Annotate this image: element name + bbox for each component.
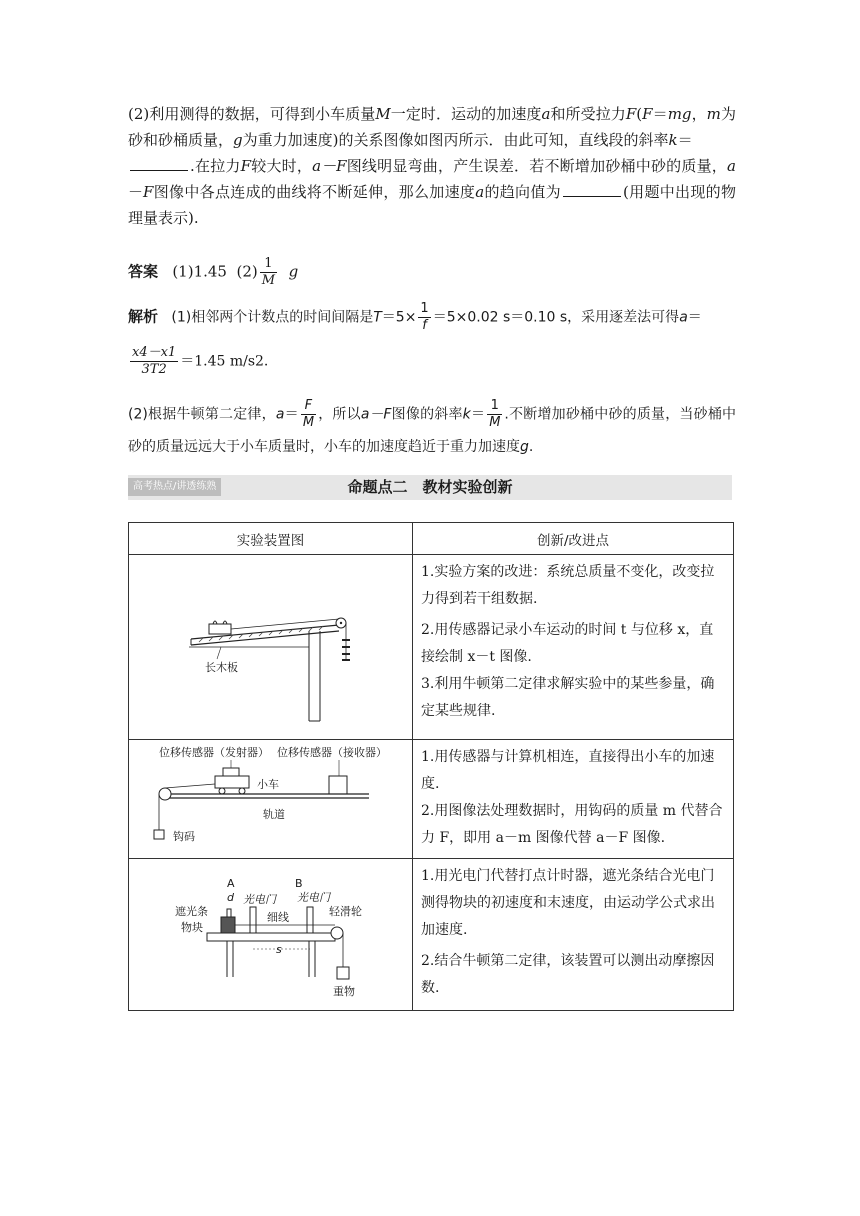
answer-part-2: (2) — [236, 262, 258, 281]
figure-label: B — [295, 877, 303, 890]
experiment-table — [128, 522, 734, 1011]
q2-text: 的趋向值为 — [484, 183, 561, 201]
var-a: a — [541, 105, 551, 123]
fraction-1-over-f — [418, 301, 430, 334]
q2-text: ＝ — [677, 131, 693, 149]
analysis-text: (2)根据牛顿第二定律， — [128, 406, 276, 423]
fraction-numerator: 1 — [487, 398, 502, 415]
figure-label: 轻滑轮 — [329, 905, 362, 918]
var-aF: a－F — [360, 406, 392, 423]
figure-label: 细线 — [267, 911, 289, 924]
q2-text: .在拉力 — [190, 157, 241, 175]
var-k: k — [462, 406, 471, 423]
var-m: m — [706, 105, 721, 123]
figure-label: 位移传感器（接收器） — [277, 746, 387, 759]
analysis-text: 图像的斜率 — [391, 406, 463, 423]
analysis-text: ＝5×0.02 s＝0.10 s，采用逐差法可得 — [432, 309, 680, 326]
q2-text: (2)利用测得的数据，可得到小车质量 — [128, 105, 376, 123]
header-figure: 实验装置图 — [129, 523, 413, 555]
figure-label: 小车 — [257, 778, 279, 791]
fraction-denominator: M — [489, 415, 501, 430]
analysis-text: ＝ — [470, 406, 486, 423]
fraction-denominator: f — [422, 318, 427, 333]
var-M: M — [375, 105, 391, 123]
var-aF: a－F — [312, 157, 347, 175]
innovation-point: 1.用传感器与计算机相连，直接得出小车的加速度. — [421, 749, 715, 792]
analysis-text: . — [528, 439, 534, 455]
section-banner — [128, 475, 732, 500]
figure-label: 物块 — [181, 921, 203, 934]
analysis-label: 解析 — [128, 307, 159, 326]
figure-cell-2 — [129, 740, 413, 859]
fraction-denominator: M — [302, 415, 315, 430]
banner-title: 命题点二 教材实验创新 — [347, 478, 513, 496]
innovation-point: 2.结合牛顿第二定律，该装置可以测出动摩擦因数. — [421, 953, 715, 996]
figure-label: 位移传感器（发射器） — [159, 746, 269, 759]
q2-text: － — [128, 183, 144, 201]
q2-text: 和所受拉力 — [550, 105, 626, 123]
fraction-numerator: F — [301, 398, 316, 415]
analysis-text: ＝ — [284, 406, 299, 423]
long-board-apparatus-figure — [129, 555, 413, 739]
figure-label: 钩码 — [173, 830, 195, 843]
innovation-cell-1 — [413, 555, 734, 740]
q2-text: 图线明显弯曲，产生误差．若不断增加砂桶中砂的质量， — [346, 157, 728, 175]
fraction-1-over-M — [487, 398, 502, 431]
var-F: F — [625, 105, 637, 123]
figure-cell-3 — [129, 859, 413, 1011]
figure-label: s — [276, 943, 282, 956]
fraction-difference — [130, 345, 178, 378]
analysis-paragraph-2 — [128, 398, 736, 463]
figure-cell-1 — [129, 555, 413, 740]
q2-text: 为重力加速度)的关系图像如图丙所示．由此可知，直线段的斜率 — [242, 131, 669, 149]
var-mg: mg — [667, 105, 692, 123]
var-g: g — [233, 131, 243, 149]
answer-fraction — [260, 256, 277, 289]
table-header-row — [129, 523, 734, 555]
sensor-track-apparatus-figure — [129, 740, 413, 858]
figure-label: 光电门 — [297, 891, 330, 904]
figure-label: 遮光条 — [175, 905, 208, 918]
fraction-numerator: 1 — [420, 301, 429, 316]
answer-g: g — [288, 262, 299, 281]
innovation-point: 3.利用牛顿第二定律求解实验中的某些参量，确定某些规律. — [421, 676, 715, 719]
analysis-text: ＝5× — [381, 309, 417, 326]
analysis-text: .不断增加砂桶中砂的质量，当砂桶中砂的质量远远大于小车质量时，小车的加速度趋近于重力加速度 — [128, 406, 737, 455]
figure-label: A — [227, 877, 235, 890]
q2-text: ( — [636, 105, 643, 123]
q2-text: 较大时， — [251, 157, 313, 175]
answer-line — [128, 256, 736, 289]
fraction-numerator: 1 — [260, 256, 277, 273]
var-T: T — [373, 309, 382, 326]
innovation-point: 1.实验方案的改进：系统总质量不变化，改变拉力得到若干组数据. — [421, 564, 715, 607]
var-a: a — [727, 157, 736, 175]
var-F: F — [642, 105, 653, 123]
header-innovation: 创新/改进点 — [413, 523, 734, 555]
fraction-denominator: 3T2 — [141, 362, 167, 377]
question-2-paragraph — [128, 101, 736, 231]
var-a: a — [679, 309, 688, 326]
var-a: a — [275, 406, 285, 423]
innovation-point: 2.用传感器记录小车运动的时间 t 与位移 x，直接绘制 x－t 图像. — [421, 622, 714, 665]
innovation-point: 1.用光电门代替打点计时器，遮光条结合光电门测得物块的初速度和末速度，由运动学公式求出加速度. — [421, 868, 715, 938]
q2-text: (用题中出现的物理量表示). — [128, 183, 736, 227]
answer-label: 答案 — [128, 262, 159, 281]
var-F: F — [143, 183, 154, 201]
table-row — [129, 740, 734, 859]
var-k: k — [668, 131, 678, 149]
q2-text: ＝ — [652, 105, 668, 123]
answer-part-1: (1)1.45 — [172, 262, 227, 281]
figure-label: 重物 — [333, 985, 355, 998]
analysis-text: ＝1.45 m/s2. — [180, 353, 269, 370]
photogate-apparatus-figure — [129, 859, 413, 1010]
table-row — [129, 555, 734, 740]
figure-label: d — [227, 891, 234, 904]
analysis-text: ，所以 — [318, 406, 361, 423]
analysis-text: (1)相邻两个计数点的时间间隔是 — [171, 309, 374, 326]
fraction-denominator: M — [261, 273, 276, 288]
fraction-F-over-M — [301, 398, 316, 431]
fraction-numerator: x4－x1 — [132, 345, 177, 360]
analysis-paragraph-1 — [128, 301, 736, 334]
var-g: g — [520, 439, 529, 455]
q2-text: ， — [691, 105, 707, 123]
var-a: a — [475, 183, 485, 201]
q2-text: 为砂和砂桶质量， — [128, 105, 736, 149]
q2-text: 图像中各点连成的曲线将不断延伸，那么加速度 — [153, 183, 476, 201]
innovation-point: 2.用图像法处理数据时，用钩码的质量 m 代替合力 F，即用 a－m 图像代替 a－F 图像. — [421, 803, 723, 846]
banner-tag: 高考热点/讲透练熟 — [128, 478, 221, 496]
innovation-cell-3 — [413, 859, 734, 1011]
figure-label: 光电门 — [243, 893, 276, 906]
table-row — [129, 859, 734, 1011]
figure-label: 长木板 — [205, 661, 238, 674]
answer-blank-1[interactable] — [130, 156, 188, 171]
q2-text: 一定时．运动的加速度 — [390, 105, 542, 123]
analysis-formula-line — [128, 345, 736, 378]
analysis-text: ＝ — [687, 309, 702, 326]
innovation-cell-2 — [413, 740, 734, 859]
answer-blank-2[interactable] — [563, 182, 621, 197]
var-F: F — [240, 157, 252, 175]
figure-label: 轨道 — [263, 808, 285, 821]
